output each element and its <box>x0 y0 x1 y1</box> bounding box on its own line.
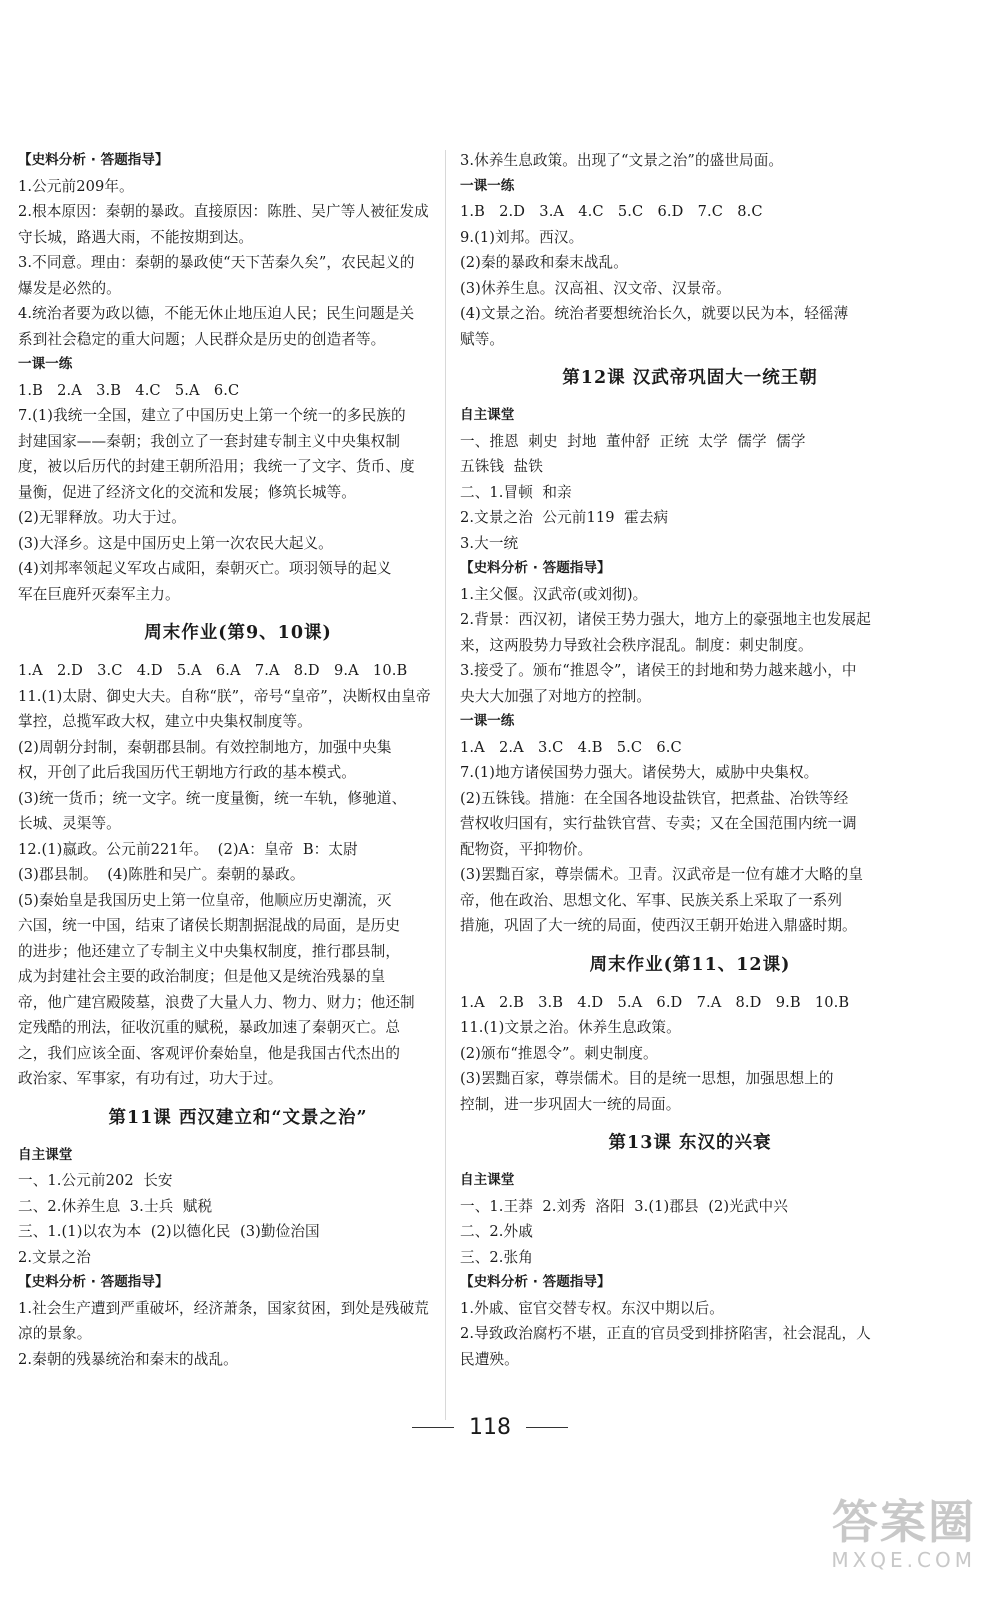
lesson-title: 第13课 东汉的兴衰 <box>608 1133 772 1153</box>
answer-line: 的进步；他还建立了专制主义中央集权制度，推行郡县制， <box>18 942 401 960</box>
answer-line: 掌控，总揽军政大权，建立中央集权制度等。 <box>18 713 312 730</box>
answer-line: 2.文景之治 公元前119 霍去病 <box>460 509 669 526</box>
answer-line: 1.主父偃。汉武帝(或刘彻)。 <box>460 585 648 603</box>
answer-line: 六国，统一中国，结束了诸侯长期割据混战的局面，是历史 <box>18 917 401 934</box>
answer-line: 赋等。 <box>460 330 505 348</box>
answer-line: 1.A 2.A 3.C 4.B 5.C 6.C <box>460 738 682 756</box>
answer-line: 1.社会生产遭到严重破坏，经济萧条，国家贫困，到处是残破荒 <box>18 1299 429 1317</box>
answer-line: 2.文景之治 <box>18 1248 91 1266</box>
answer-line: (5)秦始皇是我国历史上第一位皇帝，他顺应历史潮流，灭 <box>18 891 392 909</box>
answer-line: 措施，巩固了大一统的局面，使西汉王朝开始进入鼎盛时期。 <box>460 917 857 934</box>
section-heading: 【史料分析 · 答题指导】 <box>18 1274 169 1290</box>
answer-line: 2.导致政治腐朽不堪，正直的官员受到排挤陷害，社会混乱，人 <box>460 1325 871 1342</box>
answer-line: (3)罢黜百家，尊崇儒术。卫青。汉武帝是一位有雄才大略的皇 <box>460 866 864 883</box>
answer-line: (3)休养生息。汉高祖、汉文帝、汉景帝。 <box>460 279 731 297</box>
answer-line: 1.外戚、宦官交替专权。东汉中期以后。 <box>460 1299 724 1317</box>
lesson-title: 第11课 西汉建立和“文景之治” <box>108 1107 368 1128</box>
answer-line: 9.(1)刘邦。西汉。 <box>460 228 584 246</box>
page-number: 118 <box>469 1415 511 1440</box>
answer-line: (4)文景之治。统治者要想统治长久，就要以民为本，轻徭薄 <box>460 305 849 322</box>
section-heading: 一课一练 <box>460 713 515 729</box>
answer-line: 二、2.外戚 <box>460 1223 533 1240</box>
answer-line: 11.(1)太尉、御史大夫。自称“朕”，帝号“皇帝”，决断权由皇帝 <box>18 687 431 705</box>
lesson-title: 周末作业(第11、12课) <box>589 954 791 975</box>
watermark-logo <box>766 1496 976 1586</box>
answer-line: 量衡，促进了经济文化的交流和发展；修筑长城等。 <box>18 483 356 501</box>
answer-line: 来，这两股势力导致社会秩序混乱。制度：刺史制度。 <box>460 636 813 654</box>
answer-line: (2)秦的暴政和秦末战乱。 <box>460 254 628 271</box>
answer-line: (3)统一货币；统一文字。统一度量衡，统一车轨，修驰道、 <box>18 789 407 807</box>
answer-line: 2.秦朝的残暴统治和秦末的战乱。 <box>18 1350 238 1368</box>
section-heading: 【史料分析 · 答题指导】 <box>460 560 611 576</box>
answer-line: 守长城，路遇大雨，不能按期到达。 <box>18 228 254 246</box>
answer-line: 央大大加强了对地方的控制。 <box>460 687 652 705</box>
answer-line: 一、1.公元前202 长安 <box>18 1172 173 1189</box>
answer-line: 1.A 2.D 3.C 4.D 5.A 6.A 7.A 8.D 9.A 10.B <box>18 662 408 679</box>
right-column <box>460 148 920 1372</box>
section-heading: 【史料分析 · 答题指导】 <box>18 152 169 168</box>
answer-line: 2.根本原因：秦朝的暴政。直接原因：陈胜、吴广等人被征发成 <box>18 203 429 220</box>
answer-line: 1.公元前209年。 <box>18 177 134 195</box>
answer-line: 一、1.王莽 2.刘秀 洛阳 3.(1)郡县 (2)光武中兴 <box>460 1197 788 1215</box>
answer-line: (3)罢黜百家，尊崇儒术。目的是统一思想，加强思想上的 <box>460 1070 834 1087</box>
page-footer <box>0 1415 980 1440</box>
answer-line: 二、1.冒顿 和亲 <box>460 483 572 501</box>
answer-line: 封建国家——秦朝；我创立了一套封建专制主义中央集权制 <box>18 432 401 450</box>
answer-line: 3.大一统 <box>460 534 519 552</box>
answer-line: 2.背景：西汉初，诸侯王势力强大，地方上的豪强地主也发展起 <box>460 611 871 628</box>
section-heading: 【史料分析 · 答题指导】 <box>460 1274 611 1290</box>
answer-line: 配物资，平抑物价。 <box>460 840 593 858</box>
answer-line: 政治家、军事家，有功有过，功大于过。 <box>18 1070 283 1087</box>
answer-line: 二、2.休养生息 3.士兵 赋税 <box>18 1197 213 1215</box>
lesson-title: 第12课 汉武帝巩固大一统王朝 <box>562 368 818 388</box>
answer-line: 7.(1)我统一全国，建立了中国历史上第一个统一的多民族的 <box>18 407 406 424</box>
answer-line: (3)大泽乡。这是中国历史上第一次农民大起义。 <box>18 534 333 552</box>
answer-line: (2)无罪释放。功大于过。 <box>18 509 186 526</box>
section-heading: 自主课堂 <box>18 1146 73 1163</box>
lesson-title: 周末作业(第9、10课) <box>144 623 332 643</box>
answer-line: 帝，他在政治、思想文化、军事、民族关系上采取了一系列 <box>460 891 843 909</box>
answer-line: 1.B 2.A 3.B 4.C 5.A 6.C <box>18 381 240 399</box>
answer-line: (2)颁布“推恩令”。刺史制度。 <box>460 1044 658 1062</box>
answer-line: 一、推恩 刺史 封地 董仲舒 正统 太学 儒学 儒学 <box>460 432 806 450</box>
answer-line: (3)郡县制。 (4)陈胜和吴广。秦朝的暴政。 <box>18 866 305 883</box>
answer-line: 4.统治者要为政以德，不能无休止地压迫人民；民生问题是关 <box>18 305 415 322</box>
section-heading: 一课一练 <box>18 356 73 372</box>
answer-line: 长城、灵渠等。 <box>18 815 121 832</box>
answer-line: 3.不同意。理由：秦朝的暴政使“天下苦秦久矣”，农民起义的 <box>18 254 415 271</box>
watermark-logo-text: 答案圈 <box>832 1495 976 1549</box>
answer-line: 11.(1)文景之治。休养生息政策。 <box>460 1019 681 1036</box>
answer-line: 定残酷的刑法，征收沉重的赋税，暴政加速了秦朝灭亡。总 <box>18 1019 401 1036</box>
answer-line: 凉的景象。 <box>18 1325 92 1342</box>
footer-rule-left <box>412 1427 454 1428</box>
answer-line: 营权收归国有，实行盐铁官营、专卖；又在全国范围内统一调 <box>460 815 857 832</box>
section-heading: 自主课堂 <box>460 407 515 423</box>
answer-line: 1.B 2.D 3.A 4.C 5.C 6.D 7.C 8.C <box>460 203 763 220</box>
answer-line: 成为封建社会主要的政治制度；但是他又是统治残暴的皇 <box>18 968 386 985</box>
section-heading: 自主课堂 <box>460 1172 515 1188</box>
answer-line: 民遭殃。 <box>460 1350 519 1368</box>
answer-line: 帝，他广建宫殿陵墓，浪费了大量人力、物力、财力；他还制 <box>18 993 415 1011</box>
answer-line: 三、2.张角 <box>460 1248 533 1266</box>
answer-line: (4)刘邦率领起义军攻占咸阳，秦朝灭亡。项羽领导的起义 <box>18 560 392 577</box>
answer-line: 3.休养生息政策。出现了“文景之治”的盛世局面。 <box>460 152 784 169</box>
answer-line: 3.接受了。颁布“推恩令”，诸侯王的封地和势力越来越小，中 <box>460 662 857 679</box>
answer-line: 之，我们应该全面、客观评价秦始皇，他是我国古代杰出的 <box>18 1044 401 1062</box>
footer-rule-right <box>526 1427 568 1428</box>
section-heading: 一课一练 <box>460 177 515 194</box>
answer-line: 五铢钱 盐铁 <box>460 458 543 475</box>
left-column <box>18 148 458 1372</box>
answer-line: 三、1.(1)以农为本 (2)以德化民 (3)勤俭治国 <box>18 1223 320 1240</box>
column-divider <box>445 150 446 1420</box>
answer-line: (2)周朝分封制，秦朝郡县制。有效控制地方，加强中央集 <box>18 738 392 756</box>
answer-line: (2)五铢钱。措施：在全国各地设盐铁官，把煮盐、冶铁等经 <box>460 789 849 807</box>
answer-line: 度，被以后历代的封建王朝所沿用；我统一了文字、货币、度 <box>18 458 415 475</box>
answer-line: 1.A 2.B 3.B 4.D 5.A 6.D 7.A 8.D 9.B 10.B <box>460 993 850 1011</box>
watermark-url: MXQE.COM <box>831 1548 976 1572</box>
answer-line: 控制，进一步巩固大一统的局面。 <box>460 1095 681 1113</box>
answer-line: 7.(1)地方诸侯国势力强大。诸侯势大，威胁中央集权。 <box>460 764 819 781</box>
answer-line: 12.(1)嬴政。公元前221年。 (2)A：皇帝 B：太尉 <box>18 840 358 858</box>
answer-line: 爆发是必然的。 <box>18 279 121 297</box>
answer-line: 权，开创了此后我国历代王朝地方行政的基本模式。 <box>18 764 356 781</box>
answer-line: 系到社会稳定的重大问题；人民群众是历史的创造者等。 <box>18 330 386 348</box>
answer-line: 军在巨鹿歼灭秦军主力。 <box>18 585 180 603</box>
